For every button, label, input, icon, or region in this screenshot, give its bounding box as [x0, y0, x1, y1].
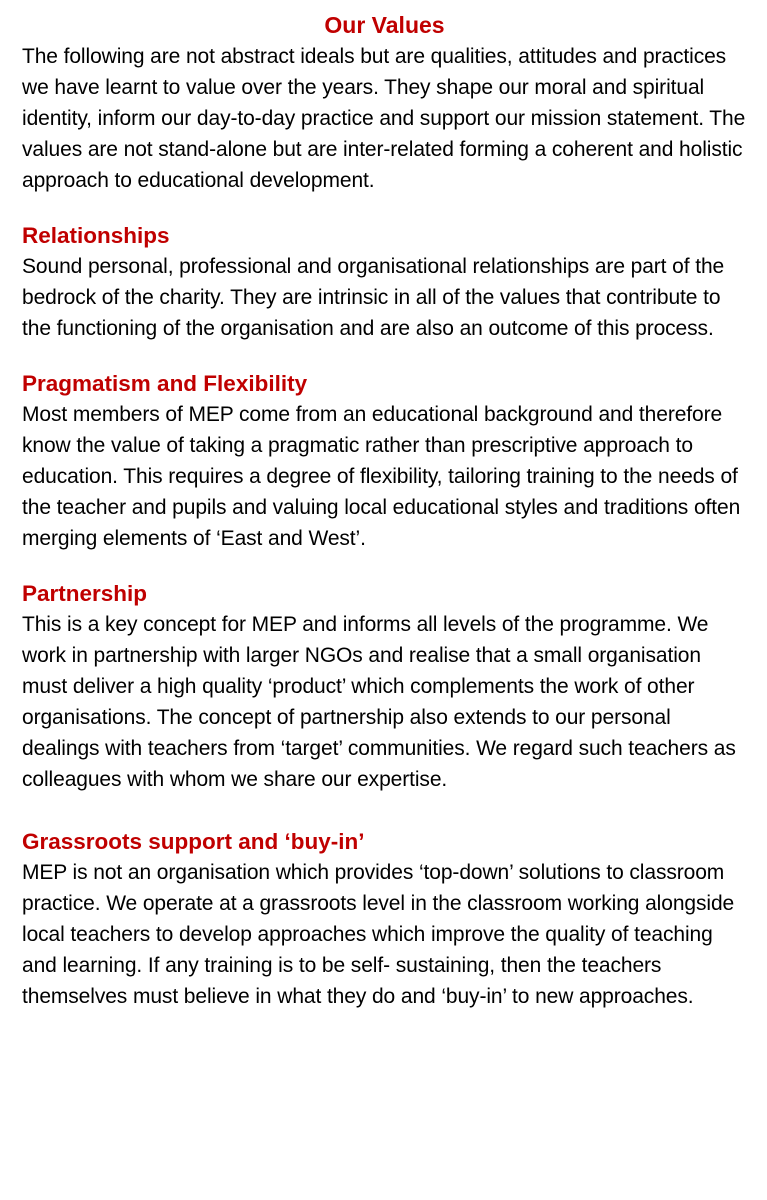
section-pragmatism-flexibility: [22, 368, 747, 554]
section-body: This is a key concept for MEP and informs all levels of the programme. We work in partnership with larger NGOs and realise that a small organisation must deliver a high quality ‘product’ which complements the work of other organisations. The concept of partnership also extends to our personal dealings with teachers from ‘target’ communities. We regard such teachers as colleagues with whom we share our expertise.: [22, 613, 736, 791]
section-partnership: [22, 578, 747, 795]
section-heading: Partnership: [22, 581, 148, 606]
section-relationships: [22, 220, 747, 344]
section-grassroots-support: [22, 826, 747, 1012]
section-body: MEP is not an organisation which provides ‘top-down’ solutions to classroom practice. We operate at a grassroots level in the classroom working alongside local teachers to develop approaches which improve the quality of teaching and learning. If any training is to be self- sustaining, then the teachers themselves must believe in what they do and ‘buy-in’ to new approaches.: [22, 861, 735, 1008]
intro-paragraph: The following are not abstract ideals but are qualities, attitudes and practices we have learnt to value over the years. They shape our moral and spiritual identity, inform our day-to-day practice and support our mission statement. The values are not stand-alone but are inter-related forming a coherent and holistic approach to educational development.: [22, 45, 746, 192]
section-body: Sound personal, professional and organisational relationships are part of the bedrock of the charity. They are intrinsic in all of the values that contribute to the functioning of the organisation and are also an outcome of this process.: [22, 255, 725, 340]
section-heading: Relationships: [22, 223, 170, 248]
page-title: Our Values: [324, 12, 445, 38]
section-heading: Grassroots support and ‘buy-in’: [22, 829, 365, 854]
section-body: Most members of MEP come from an educational background and therefore know the value of taking a pragmatic rather than prescriptive approach to education. This requires a degree of flexibility, tailoring training to the needs of the teacher and pupils and valuing local educational styles and traditions often merging elements of ‘East and West’.: [22, 403, 741, 550]
section-heading: Pragmatism and Flexibility: [22, 371, 308, 396]
